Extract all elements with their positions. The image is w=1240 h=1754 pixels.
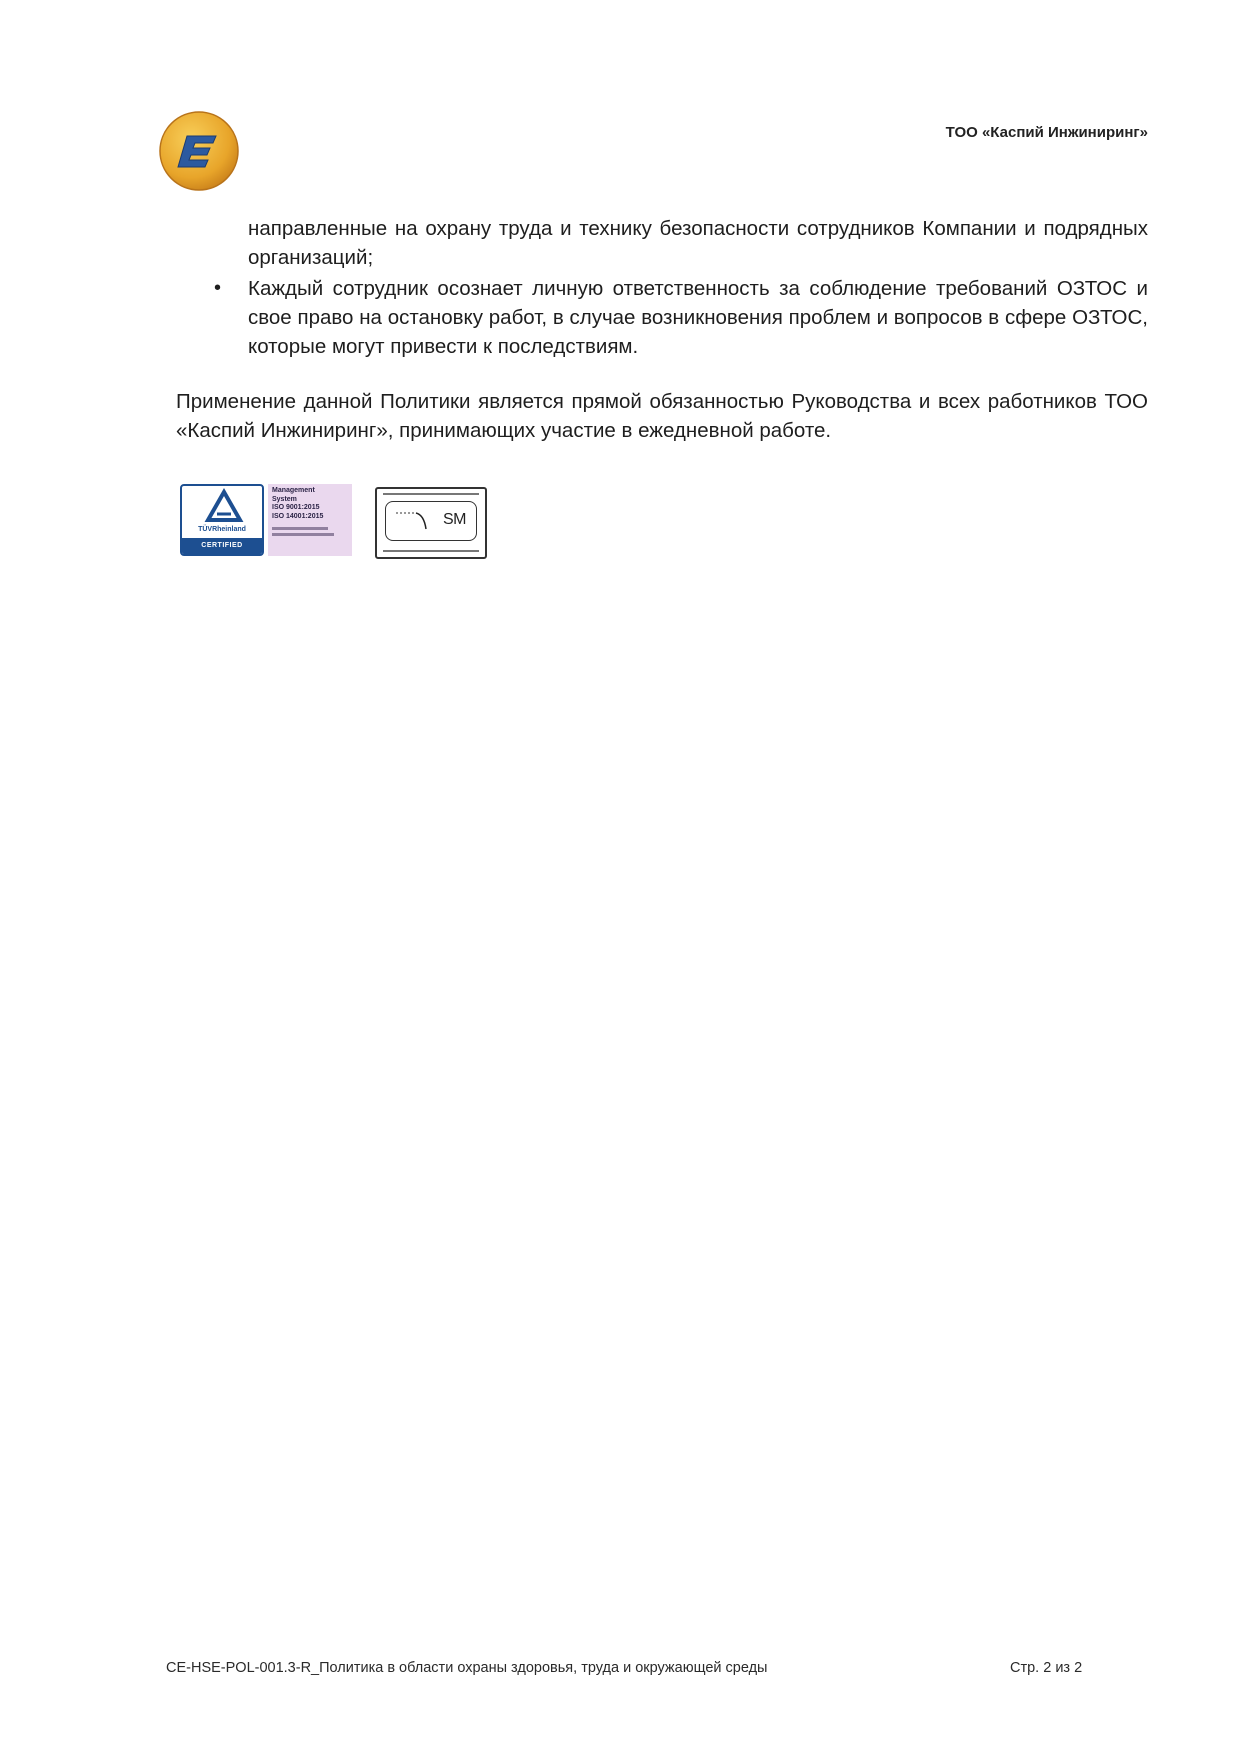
tuv-info-line: ISO 14001:2015 — [272, 512, 324, 520]
sm-badge-frame — [385, 501, 477, 541]
tuv-certified-band: CERTIFIED — [182, 538, 262, 554]
tuv-certification-badge — [180, 484, 352, 556]
list-item — [176, 274, 1148, 361]
tuv-info-panel — [268, 484, 352, 556]
tuv-name: TÜVRheinland — [198, 526, 246, 533]
tuv-info-line: Management — [272, 487, 315, 494]
company-logo-e-icon — [158, 110, 240, 192]
tuv-fine-print — [272, 527, 328, 530]
footer-page-number: Стр. 2 из 2 — [1010, 1660, 1083, 1676]
tuv-info-line: ISO 9001:2015 — [272, 504, 320, 511]
sm-badge-fine-print — [383, 493, 479, 495]
tuv-info-line: System — [272, 495, 297, 503]
bullet-continuation: направленные на охрану труда и технику безопасности сотрудников Компании и подрядных организаций; — [248, 217, 1148, 269]
tuv-fine-print — [272, 533, 334, 536]
sm-swoosh-icon — [390, 503, 450, 539]
sm-mark: SM — [443, 511, 466, 528]
tuv-triangle-icon — [182, 486, 264, 526]
sm-badge-fine-print — [383, 550, 479, 552]
tuv-logo — [180, 484, 264, 556]
company-header: ТОО «Каспий Инжиниринг» — [945, 124, 1148, 141]
footer-document-code: CE-HSE-POL-001.3-R_Политика в области охраны здоровья, труда и окружающей среды — [166, 1660, 768, 1676]
closing-paragraph: Применение данной Политики является прямой обязанностью Руководства и всех работников ТОО «Каспий Инжиниринг», принимающих участие в ежедневной работе. — [176, 390, 1148, 442]
bullet-marker: • — [214, 277, 222, 299]
sm-certification-badge — [375, 487, 487, 559]
list-item-text: Каждый сотрудник осознает личную ответственность за соблюдение требований ОЗТОС и свое право на остановку работ, в случае возникновения проблем и вопросов в сфере ОЗТОС, которые могут привести к последствиям. — [248, 277, 1148, 358]
